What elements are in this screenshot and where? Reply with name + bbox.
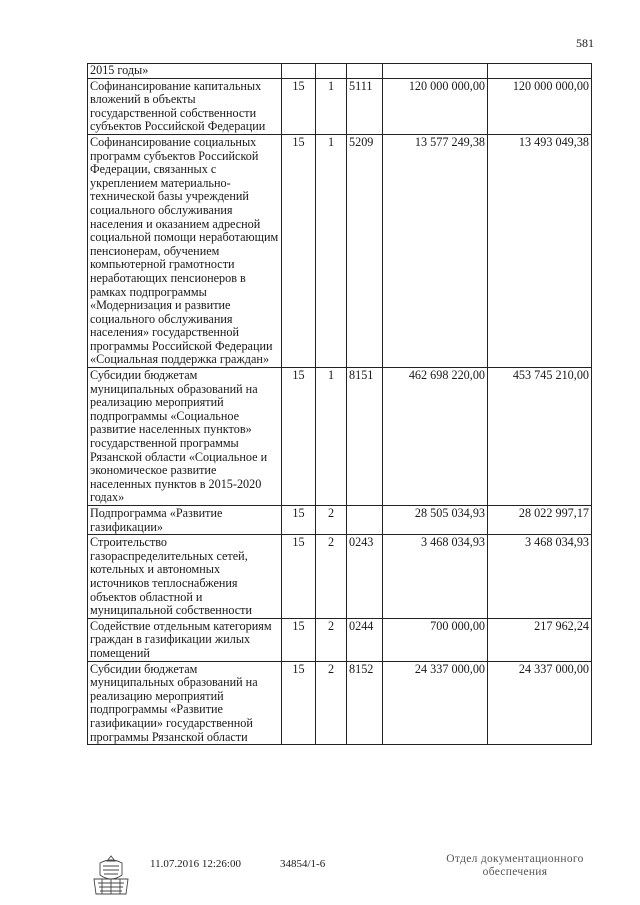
row-code-a: 15 (282, 661, 316, 745)
row-value-1: 462 698 220,00 (383, 368, 488, 506)
table-row (88, 78, 592, 134)
row-value-2: 217 962,24 (488, 618, 592, 661)
row-code-c: 0243 (347, 535, 383, 619)
row-value-2: 28 022 997,17 (488, 506, 592, 535)
row-code-a: 15 (282, 134, 316, 367)
row-value-2: 453 745 210,00 (488, 368, 592, 506)
row-value-1: 13 577 249,38 (383, 134, 488, 367)
row-name: Содействие отдельным категориям граждан в газификации жилых помещений (88, 618, 282, 661)
row-name: Софинансирование капитальных вложений в объекты государственной собственности субъектов Российской Федерации (88, 78, 282, 134)
page-footer (0, 853, 640, 903)
row-name: Субсидии бюджетам муниципальных образований на реализацию мероприятий подпрограммы «Развитие газификации» государственной программы Рязанской области (88, 661, 282, 745)
row-code-a: 15 (282, 368, 316, 506)
table-row (88, 506, 592, 535)
row-name: Софинансирование социальных программ субъектов Российской Федерации, связанных с укреплением материально-технической базы учреждений социального обслуживания населения и оказанием адресной социальной помощи неработающим пенсионерам, обучением компьютерной грамотности неработающих пенсионеров в рамках подпрограммы «Модернизация и развитие социального обслуживания населения» государственной программы Российской Федерации «Социальная поддержка граждан» (88, 134, 282, 367)
budget-table (87, 63, 592, 745)
row-code-c (347, 506, 383, 535)
row-code-b (316, 64, 347, 79)
table-row (88, 368, 592, 506)
row-name: Подпрограмма «Развитие газификации» (88, 506, 282, 535)
table-row (88, 64, 592, 79)
row-code-b: 2 (316, 661, 347, 745)
footer-document-id: 34854/1-6 (280, 858, 326, 870)
row-code-a: 15 (282, 78, 316, 134)
department-line-2: обеспечения (482, 866, 548, 878)
row-code-c: 0244 (347, 618, 383, 661)
row-code-c: 5111 (347, 78, 383, 134)
row-value-2: 3 468 034,93 (488, 535, 592, 619)
row-value-1: 28 505 034,93 (383, 506, 488, 535)
footer-timestamp: 11.07.2016 12:26:00 (150, 858, 241, 870)
row-code-c: 5209 (347, 134, 383, 367)
row-code-a: 15 (282, 535, 316, 619)
row-name: Субсидии бюджетам муниципальных образований на реализацию мероприятий подпрограммы «Социальное развитие населенных пунктов» государственной программы Рязанской области «Социальное и экономическое развитие населенных пунктов в 2015-2020 годах» (88, 368, 282, 506)
row-name: 2015 годы» (88, 64, 282, 79)
row-code-b: 2 (316, 618, 347, 661)
row-code-b: 1 (316, 134, 347, 367)
row-code-b: 2 (316, 535, 347, 619)
row-value-1: 24 337 000,00 (383, 661, 488, 745)
row-value-1: 3 468 034,93 (383, 535, 488, 619)
footer-department-stamp (440, 853, 590, 879)
page-number: 581 (576, 36, 594, 50)
row-code-b: 1 (316, 78, 347, 134)
row-code-c: 8152 (347, 661, 383, 745)
row-code-b: 2 (316, 506, 347, 535)
row-code-b: 1 (316, 368, 347, 506)
row-value-2: 24 337 000,00 (488, 661, 592, 745)
table-row (88, 134, 592, 367)
row-code-a (282, 64, 316, 79)
row-value-1 (383, 64, 488, 79)
row-name: Строительство газораспределительных сетей, котельных и автономных источников теплоснабжения объектов областной и муниципальной собственности (88, 535, 282, 619)
row-code-a: 15 (282, 618, 316, 661)
row-code-c: 8151 (347, 368, 383, 506)
row-code-a: 15 (282, 506, 316, 535)
row-value-2: 13 493 049,38 (488, 134, 592, 367)
table-row (88, 661, 592, 745)
row-code-c (347, 64, 383, 79)
table-row (88, 535, 592, 619)
row-value-1: 700 000,00 (383, 618, 488, 661)
row-value-2 (488, 64, 592, 79)
table-row (88, 618, 592, 661)
row-value-1: 120 000 000,00 (383, 78, 488, 134)
coat-of-arms-icon (88, 853, 134, 897)
department-line-1: Отдел документационного (446, 853, 584, 865)
row-value-2: 120 000 000,00 (488, 78, 592, 134)
